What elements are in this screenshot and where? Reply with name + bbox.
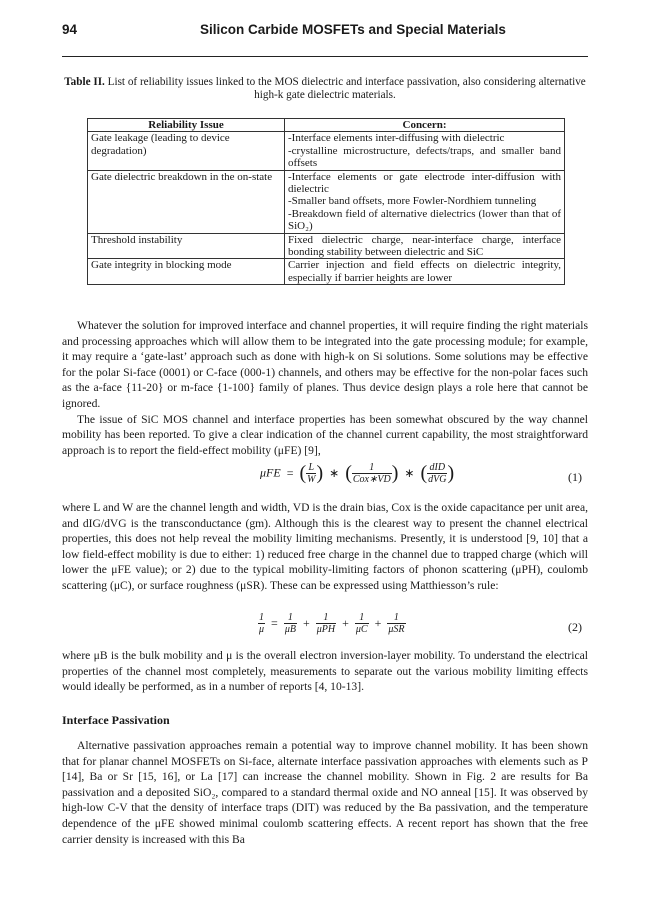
section-heading: Interface Passivation <box>62 713 170 727</box>
running-header <box>62 22 588 40</box>
concern-cell <box>285 132 565 170</box>
concern-line: -Smaller band offsets, more Fowler-Nordhiem tunneling <box>288 195 537 208</box>
table-caption <box>62 76 588 102</box>
eq1-lhs: μFE <box>260 465 281 480</box>
header-rule <box>62 56 588 57</box>
eq1-fraction-lw: $\frac{L}{W}$ <box>307 462 316 485</box>
equation-1-number: (1) <box>568 470 582 484</box>
table-row <box>88 132 565 170</box>
paragraph-block-3 <box>62 648 588 695</box>
issue-cell: Gate integrity in blocking mode <box>88 259 285 285</box>
col-header-concern: Concern: <box>285 119 565 132</box>
issue-cell: Threshold instability <box>88 233 285 259</box>
paragraph: The issue of SiC MOS channel and interface properties has been somewhat obscured by the way channel mobility has been reported. To give a clear indication of the channel current capability, the most straightforward approach is to report the field-effect mobility (μFE) [9], <box>62 412 588 457</box>
paragraph: where μB is the bulk mobility and μ is the overall electron inversion-layer mobility. To understand the electrical properties of the channel most completely, measurements to separate out the various mobility limiting effects would ideally be performed, as in a number of reports [4, 10-13]. <box>62 649 588 694</box>
equation-2-expression: $\frac{1}{\mu}$ = $\frac{1}{\mu B}$ + $\frac{1}{\text{μPH}}$ + $\frac{1}{\mu C}$ + $\frac{1}{\text{μSR}}$ <box>259 612 405 635</box>
equation-2 <box>62 612 588 644</box>
concern-line: Fixed dielectric charge, near-interface charge, interface bonding stability between dielectric and SiC <box>288 233 561 259</box>
concern-line: -Interface elements inter-diffusing with dielectric <box>288 132 505 145</box>
eq1-fraction-transconductance: $\frac{\text{dID}}{\text{dVG}}$ <box>428 462 447 485</box>
table-row <box>88 170 565 233</box>
table-header-row <box>88 119 565 132</box>
col-header-issue: Reliability Issue <box>88 119 285 132</box>
concern-cell <box>285 233 565 259</box>
concern-cell <box>285 170 565 233</box>
equation-1 <box>62 462 588 496</box>
paragraph: Alternative passivation approaches remain a potential way to improve channel mobility. It has been shown that for planar channel MOSFETs on Si-face, alternate interface passivation approaches with elements such as P [14], Ba or Sr [15, 16], or La [17] can increase the channel mobility. Shown in Fig. 2 are results for Ba passivation and a deposited SiO₂, compared to a standard thermal oxide and NO anneal [15]. It was observed by high-low C-V that the density of interface traps (DIT) was reduced by the Ba passivation, and the temperature dependence of the μFE showed minimal coulomb scattering effects. A recent report has shown that the free carrier density is increased with this Ba <box>62 739 588 846</box>
reliability-table <box>87 118 565 285</box>
eq1-fraction-cox: $\frac{1}{\text{Cox∗VD}}$ <box>352 462 391 485</box>
table-caption-text: List of reliability issues linked to the MOS dielectric and interface passivation, also considering alternative high-k gate dielectric materials. <box>107 76 586 101</box>
concern-line: -Breakdown field of alternative dielectrics (lower than that of SiO₂) <box>288 207 561 233</box>
concern-line: -Interface elements or gate electrode inter-diffusion with dielectric <box>288 170 561 196</box>
table-label: Table II. <box>64 76 105 88</box>
running-title: Silicon Carbide MOSFETs and Special Materials <box>200 22 506 37</box>
equation-1-expression: μFE = ( $\frac{L}{W}$ ) ∗ ( $\frac{1}{\text{Cox∗VD}}$ ) ∗ ( $\frac{\text{dID}}{\text{dVG}}$ ) <box>260 462 455 485</box>
issue-cell: Gate leakage (leading to device degradation) <box>88 132 285 170</box>
issue-cell: Gate dielectric breakdown in the on-state <box>88 170 285 233</box>
paragraph-block-4 <box>62 738 588 847</box>
paragraph-block-2 <box>62 500 588 594</box>
paragraph-block-1 <box>62 318 588 458</box>
table-row <box>88 259 565 285</box>
equation-2-number: (2) <box>568 620 582 634</box>
paragraph: where L and W are the channel length and width, VD is the drain bias, Cox is the oxide capacitance per unit area, and dIG/dVG is the transconductance (gm). Although this is the clearest way to present the channel electrical properties, this does not help reveal the mobility limiting mechanisms. Presently, it is understood [9, 10] that a low field-effect mobility is due to either: 1) reduced free charge in the channel due to trapped charge (which will lower the μFE value); or 2) due to the typical mobility-limiting factors of phonon scattering (μPH), coulomb scattering (μC), or surface roughness (μSR). These can be expressed using Matthiesson’s rule: <box>62 501 588 592</box>
concern-line: -crystalline microstructure, defects/traps, and smaller band offsets <box>288 144 561 170</box>
concern-line: Carrier injection and field effects on dielectric integrity, especially if barrier heights are lower <box>288 259 561 284</box>
concern-cell <box>285 259 565 285</box>
table-row <box>88 233 565 259</box>
paragraph: Whatever the solution for improved interface and channel properties, it will require finding the right materials and processing approaches which will allow them to be integrated into the gate processing module; for example, it may require a ‘gate-last’ approach such as done with high-k on Si solutions. Some solutions may be effective for the polar Si-face (0001) or C-face (000-1) channels, and others may be effective for the non-polar faces such as the a-face {11-20} or m-face {1-100} family of planes. Thus device design plays a role here that cannot be ignored. <box>62 319 588 410</box>
page-number: 94 <box>62 22 78 37</box>
